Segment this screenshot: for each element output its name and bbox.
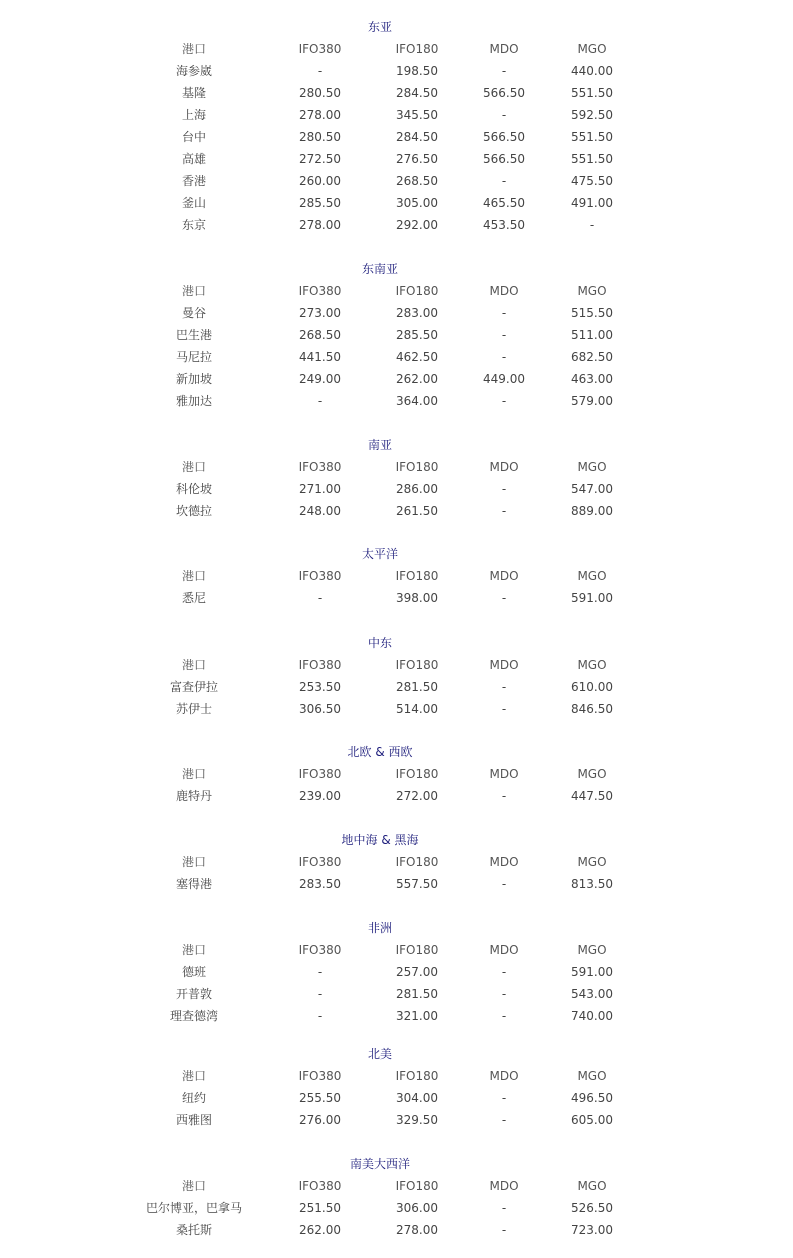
price-cell: 329.50 [396, 1113, 438, 1127]
price-cell: - [501, 789, 507, 803]
column-header: MGO [577, 569, 607, 583]
column-header: IFO180 [395, 460, 439, 474]
column-header: MDO [489, 569, 519, 583]
port-name: 雅加达 [175, 394, 212, 408]
price-cell: - [317, 64, 323, 78]
column-header-row [0, 565, 793, 587]
price-cell: 723.00 [571, 1223, 613, 1237]
column-header: IFO180 [395, 569, 439, 583]
region-title: 非洲 [367, 921, 392, 935]
table-row [0, 961, 793, 983]
price-cell: 398.00 [396, 591, 438, 605]
table-row [0, 324, 793, 346]
column-header: MDO [489, 42, 519, 56]
price-cell: 253.50 [299, 680, 341, 694]
port-name: 香港 [181, 174, 206, 188]
price-cell: 283.50 [299, 877, 341, 891]
price-cell: 281.50 [396, 987, 438, 1001]
column-header: IFO380 [298, 42, 342, 56]
price-cell: - [317, 1009, 323, 1023]
price-cell: 889.00 [571, 504, 613, 518]
price-cell: 278.00 [396, 1223, 438, 1237]
column-header: MGO [577, 1069, 607, 1083]
column-header: 港口 [181, 460, 206, 474]
table-row [0, 368, 793, 390]
price-cell: 257.00 [396, 965, 438, 979]
price-cell: 280.50 [299, 130, 341, 144]
price-cell: 268.50 [396, 174, 438, 188]
table-row [0, 478, 793, 500]
price-cell: 239.00 [299, 789, 341, 803]
port-name: 马尼拉 [175, 350, 212, 364]
table-row [0, 302, 793, 324]
region-title: 中东 [367, 636, 392, 650]
price-cell: 440.00 [571, 64, 613, 78]
price-cell: 284.50 [396, 130, 438, 144]
port-name: 西雅图 [175, 1113, 212, 1127]
column-header: MDO [489, 767, 519, 781]
price-cell: 447.50 [571, 789, 613, 803]
price-cell: - [501, 504, 507, 518]
table-row [0, 170, 793, 192]
port-name: 新加坡 [175, 372, 212, 386]
price-cell: 579.00 [571, 394, 613, 408]
column-header: MDO [489, 943, 519, 957]
price-cell: 682.50 [571, 350, 613, 364]
price-cell: 276.00 [299, 1113, 341, 1127]
column-header: IFO380 [298, 569, 342, 583]
column-header: MDO [489, 1069, 519, 1083]
table-row [0, 126, 793, 148]
port-name: 台中 [181, 130, 206, 144]
region-title: 地中海 & 黑海 [341, 833, 419, 847]
price-cell: - [501, 306, 507, 320]
column-header: IFO380 [298, 767, 342, 781]
port-name: 开普敦 [175, 987, 212, 1001]
price-cell: 566.50 [483, 152, 525, 166]
column-header: MDO [489, 1179, 519, 1193]
price-cell: 846.50 [571, 702, 613, 716]
port-name: 坎德拉 [175, 504, 212, 518]
price-cell: 557.50 [396, 877, 438, 891]
column-header-row [0, 763, 793, 785]
price-cell: - [501, 680, 507, 694]
price-cell: 281.50 [396, 680, 438, 694]
price-cell: 453.50 [483, 218, 525, 232]
column-header: 港口 [181, 767, 206, 781]
table-row [0, 587, 793, 609]
price-cell: - [501, 591, 507, 605]
price-cell: 248.00 [299, 504, 341, 518]
port-name: 东京 [181, 218, 206, 232]
port-name: 海参崴 [175, 64, 212, 78]
column-header: IFO180 [395, 767, 439, 781]
price-cell: 511.00 [571, 328, 613, 342]
price-cell: 496.50 [571, 1091, 613, 1105]
table-row [0, 192, 793, 214]
price-cell: 273.00 [299, 306, 341, 320]
price-cell: 304.00 [396, 1091, 438, 1105]
region-title: 北欧 & 西欧 [347, 745, 413, 759]
price-cell: - [501, 877, 507, 891]
column-header: IFO380 [298, 460, 342, 474]
table-row [0, 873, 793, 895]
price-cell: 449.00 [483, 372, 525, 386]
column-header: IFO380 [298, 855, 342, 869]
column-header: IFO180 [395, 1179, 439, 1193]
region-title: 东亚 [367, 20, 392, 34]
price-cell: - [501, 174, 507, 188]
column-header-row [0, 654, 793, 676]
table-row [0, 60, 793, 82]
price-cell: - [501, 965, 507, 979]
column-header-row [0, 1065, 793, 1087]
price-cell: 280.50 [299, 86, 341, 100]
price-cell: 306.50 [299, 702, 341, 716]
region-title: 南亚 [367, 438, 392, 452]
column-header: IFO380 [298, 1179, 342, 1193]
price-cell: 285.50 [299, 196, 341, 210]
column-header: MGO [577, 658, 607, 672]
column-header: MGO [577, 943, 607, 957]
column-header: 港口 [181, 1069, 206, 1083]
price-cell: 491.00 [571, 196, 613, 210]
column-header-row [0, 851, 793, 873]
price-cell: 551.50 [571, 86, 613, 100]
column-header: MDO [489, 658, 519, 672]
port-name: 塞得港 [175, 877, 212, 891]
table-row [0, 1005, 793, 1027]
column-header: IFO180 [395, 1069, 439, 1083]
price-cell: - [501, 350, 507, 364]
column-header: IFO380 [298, 284, 342, 298]
price-cell: - [317, 965, 323, 979]
price-cell: 591.00 [571, 965, 613, 979]
table-row [0, 1109, 793, 1131]
table-row [0, 500, 793, 522]
price-cell: 514.00 [396, 702, 438, 716]
price-cell: 551.50 [571, 130, 613, 144]
column-header: MDO [489, 284, 519, 298]
column-header: MGO [577, 1179, 607, 1193]
price-cell: 262.00 [396, 372, 438, 386]
price-cell: - [501, 64, 507, 78]
price-cell: 292.00 [396, 218, 438, 232]
price-cell: 285.50 [396, 328, 438, 342]
table-row [0, 676, 793, 698]
price-cell: 591.00 [571, 591, 613, 605]
port-name: 科伦坡 [175, 482, 212, 496]
price-cell: 321.00 [396, 1009, 438, 1023]
column-header: MGO [577, 42, 607, 56]
price-cell: 271.00 [299, 482, 341, 496]
price-cell: - [501, 482, 507, 496]
price-cell: 364.00 [396, 394, 438, 408]
port-name: 苏伊士 [175, 702, 212, 716]
port-name: 富查伊拉 [169, 680, 218, 694]
column-header: 港口 [181, 569, 206, 583]
price-cell: 566.50 [483, 86, 525, 100]
column-header: IFO380 [298, 943, 342, 957]
table-row [0, 82, 793, 104]
column-header: 港口 [181, 1179, 206, 1193]
price-cell: - [501, 1201, 507, 1215]
price-cell: 475.50 [571, 174, 613, 188]
price-cell: 463.00 [571, 372, 613, 386]
price-cell: - [501, 1091, 507, 1105]
price-cell: - [317, 591, 323, 605]
column-header: MGO [577, 284, 607, 298]
price-cell: 262.00 [299, 1223, 341, 1237]
column-header-row [0, 456, 793, 478]
port-name: 桑托斯 [175, 1223, 212, 1237]
region-title: 南美大西洋 [349, 1157, 410, 1171]
price-cell: 272.00 [396, 789, 438, 803]
port-name: 巴尔博亚，巴拿马 [145, 1201, 242, 1215]
column-header-row [0, 280, 793, 302]
column-header: IFO380 [298, 1069, 342, 1083]
price-cell: 268.50 [299, 328, 341, 342]
price-cell: 462.50 [396, 350, 438, 364]
price-cell: 345.50 [396, 108, 438, 122]
price-cell: 740.00 [571, 1009, 613, 1023]
price-cell: - [589, 218, 595, 232]
table-row [0, 148, 793, 170]
column-header: 港口 [181, 943, 206, 957]
price-cell: 251.50 [299, 1201, 341, 1215]
table-row [0, 1087, 793, 1109]
column-header: MDO [489, 460, 519, 474]
port-name: 基隆 [181, 86, 206, 100]
column-header-row [0, 1175, 793, 1197]
column-header: MGO [577, 767, 607, 781]
price-cell: 526.50 [571, 1201, 613, 1215]
table-row [0, 104, 793, 126]
price-cell: 605.00 [571, 1113, 613, 1127]
price-cell: 543.00 [571, 987, 613, 1001]
port-name: 德班 [181, 965, 206, 979]
price-cell: 305.00 [396, 196, 438, 210]
column-header: 港口 [181, 855, 206, 869]
price-cell: 283.00 [396, 306, 438, 320]
price-cell: 306.00 [396, 1201, 438, 1215]
price-cell: 566.50 [483, 130, 525, 144]
column-header: 港口 [181, 42, 206, 56]
price-cell: - [501, 987, 507, 1001]
column-header: 港口 [181, 284, 206, 298]
price-cell: - [501, 108, 507, 122]
port-name: 上海 [181, 108, 206, 122]
column-header: IFO180 [395, 855, 439, 869]
price-cell: 610.00 [571, 680, 613, 694]
region-title: 太平洋 [361, 547, 398, 561]
price-cell: 198.50 [396, 64, 438, 78]
price-cell: 441.50 [299, 350, 341, 364]
column-header: IFO180 [395, 943, 439, 957]
port-name: 纽约 [181, 1091, 206, 1105]
port-name: 釜山 [181, 196, 206, 210]
table-row [0, 1219, 793, 1241]
price-cell: - [501, 394, 507, 408]
column-header: IFO380 [298, 658, 342, 672]
column-header: IFO180 [395, 42, 439, 56]
price-cell: 260.00 [299, 174, 341, 188]
port-name: 曼谷 [181, 306, 206, 320]
table-row [0, 346, 793, 368]
price-cell: 276.50 [396, 152, 438, 166]
port-name: 悉尼 [181, 591, 206, 605]
price-cell: - [317, 394, 323, 408]
price-cell: 249.00 [299, 372, 341, 386]
column-header: 港口 [181, 658, 206, 672]
price-cell: 592.50 [571, 108, 613, 122]
column-header: IFO180 [395, 658, 439, 672]
column-header-row [0, 38, 793, 60]
table-row [0, 390, 793, 412]
column-header: MGO [577, 460, 607, 474]
column-header-row [0, 939, 793, 961]
price-cell: - [501, 1223, 507, 1237]
price-cell: 286.00 [396, 482, 438, 496]
column-header: MDO [489, 855, 519, 869]
port-name: 巴生港 [175, 328, 212, 342]
price-cell: - [317, 987, 323, 1001]
price-cell: 278.00 [299, 108, 341, 122]
price-cell: - [501, 328, 507, 342]
price-cell: 547.00 [571, 482, 613, 496]
price-cell: 465.50 [483, 196, 525, 210]
port-name: 鹿特丹 [175, 789, 212, 803]
table-row [0, 785, 793, 807]
price-cell: 284.50 [396, 86, 438, 100]
table-row [0, 214, 793, 236]
price-cell: - [501, 1113, 507, 1127]
port-name: 高雄 [181, 152, 206, 166]
price-cell: 278.00 [299, 218, 341, 232]
price-cell: 813.50 [571, 877, 613, 891]
price-cell: 515.50 [571, 306, 613, 320]
column-header: IFO180 [395, 284, 439, 298]
price-cell: - [501, 702, 507, 716]
column-header: MGO [577, 855, 607, 869]
region-title: 东南亚 [361, 262, 398, 276]
price-cell: 255.50 [299, 1091, 341, 1105]
price-cell: - [501, 1009, 507, 1023]
table-row [0, 698, 793, 720]
price-cell: 261.50 [396, 504, 438, 518]
table-row [0, 1197, 793, 1219]
price-cell: 551.50 [571, 152, 613, 166]
table-row [0, 983, 793, 1005]
region-title: 北美 [367, 1047, 392, 1061]
port-name: 理查德湾 [169, 1009, 218, 1023]
price-cell: 272.50 [299, 152, 341, 166]
